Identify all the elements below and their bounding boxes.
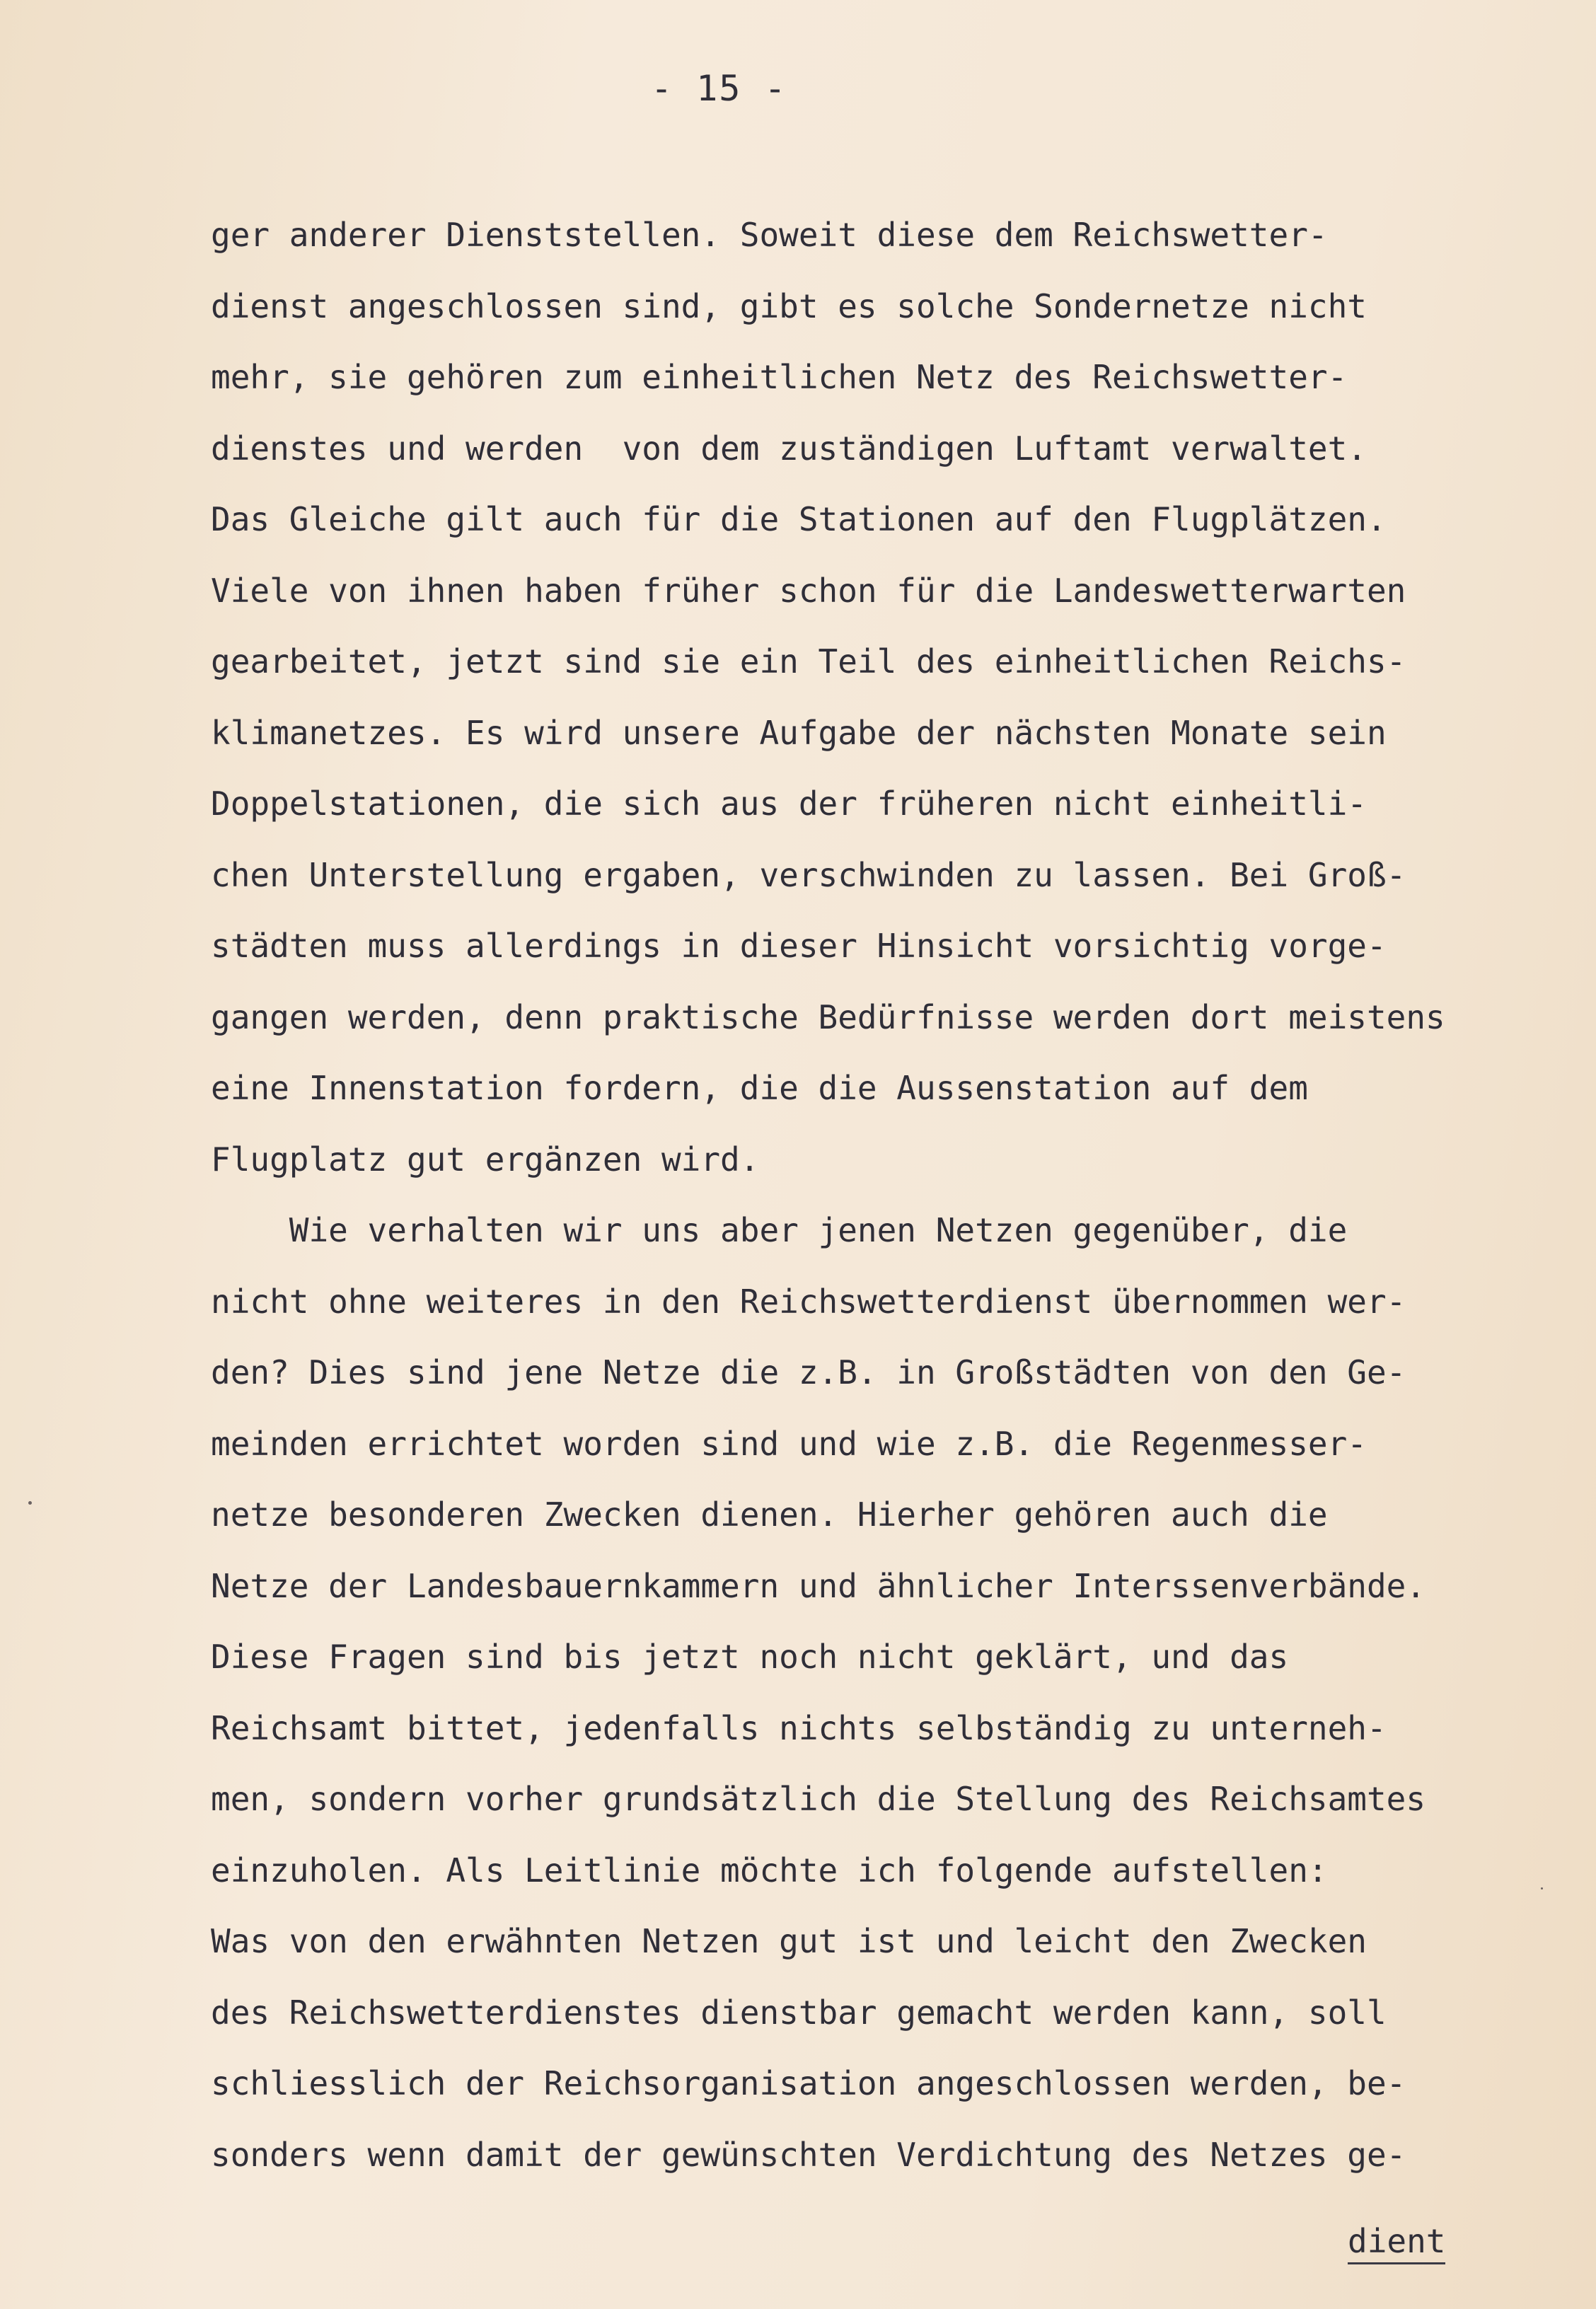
text-line: netze besonderen Zwecken dienen. Hierher gehören auch die (211, 1495, 1328, 1534)
text-line: Wie verhalten wir uns aber jenen Netzen gegenüber, die (211, 1211, 1348, 1249)
text-line: Viele von ihnen haben früher schon für die Landeswetterwarten (211, 571, 1406, 610)
page-number: - 15 - (651, 68, 787, 109)
text-line: Doppelstationen, die sich aus der früheren nicht einheitli- (211, 785, 1367, 823)
text-line: Reichsamt bittet, jedenfalls nichts selbständig zu unterneh- (211, 1708, 1387, 1747)
text-line: städten muss allerdings in dieser Hinsicht vorsichtig vorge- (211, 927, 1387, 965)
text-line: eine Innenstation fordern, die die Aussenstation auf dem (211, 1069, 1308, 1107)
paper-speck (1541, 1887, 1543, 1890)
text-line: Netze der Landesbauernkammern und ähnlicher Interssenverbände. (211, 1566, 1426, 1605)
text-line: Flugplatz gut ergänzen wird. (211, 1140, 760, 1179)
text-line: den? Dies sind jene Netze die z.B. in Großstädten von den Ge- (211, 1353, 1406, 1391)
text-line: sonders wenn damit der gewünschten Verdichtung des Netzes ge- (211, 2135, 1406, 2174)
text-line: chen Unterstellung ergaben, verschwinden zu lassen. Bei Groß- (211, 855, 1406, 894)
text-line: meinden errichtet worden sind und wie z.B. die Regenmesser- (211, 1424, 1367, 1463)
text-line: mehr, sie gehören zum einheitlichen Netz des Reichswetter- (211, 358, 1348, 396)
text-line: Diese Fragen sind bis jetzt noch nicht geklärt, und das (211, 1638, 1289, 1676)
text-line: dienstes und werden von dem zuständigen Luftamt verwaltet. (211, 429, 1367, 468)
text-line: gangen werden, denn praktische Bedürfnisse werden dort meistens (211, 997, 1445, 1036)
text-line: dienst angeschlossen sind, gibt es solche Sondernetze nicht (211, 287, 1367, 325)
text-line: ger anderer Dienststellen. Soweit diese dem Reichswetter- (211, 216, 1328, 254)
text-line: des Reichswetterdienstes dienstbar gemacht werden kann, soll (211, 1993, 1387, 2032)
text-line: schliesslich der Reichsorganisation angeschlossen werden, be- (211, 2064, 1406, 2102)
text-line: gearbeitet, jetzt sind sie ein Teil des einheitlichen Reichs- (211, 642, 1406, 681)
text-line: men, sondern vorher grundsätzlich die Stellung des Reichsamtes (211, 1780, 1426, 1818)
text-line: Was von den erwähnten Netzen gut ist und leicht den Zwecken (211, 1922, 1367, 1960)
paper-speck (28, 1501, 32, 1505)
text-line: Das Gleiche gilt auch für die Stationen auf den Flugplätzen. (211, 500, 1387, 538)
text-line: klimanetzes. Es wird unsere Aufgabe der nächsten Monate sein (211, 713, 1387, 752)
catchword-underlined: dient (1348, 2220, 1445, 2264)
text-line: nicht ohne weiteres in den Reichswetterdienst übernommen wer- (211, 1282, 1406, 1321)
text-line: einzuholen. Als Leitlinie möchte ich folgende aufstellen: (211, 1851, 1328, 1890)
